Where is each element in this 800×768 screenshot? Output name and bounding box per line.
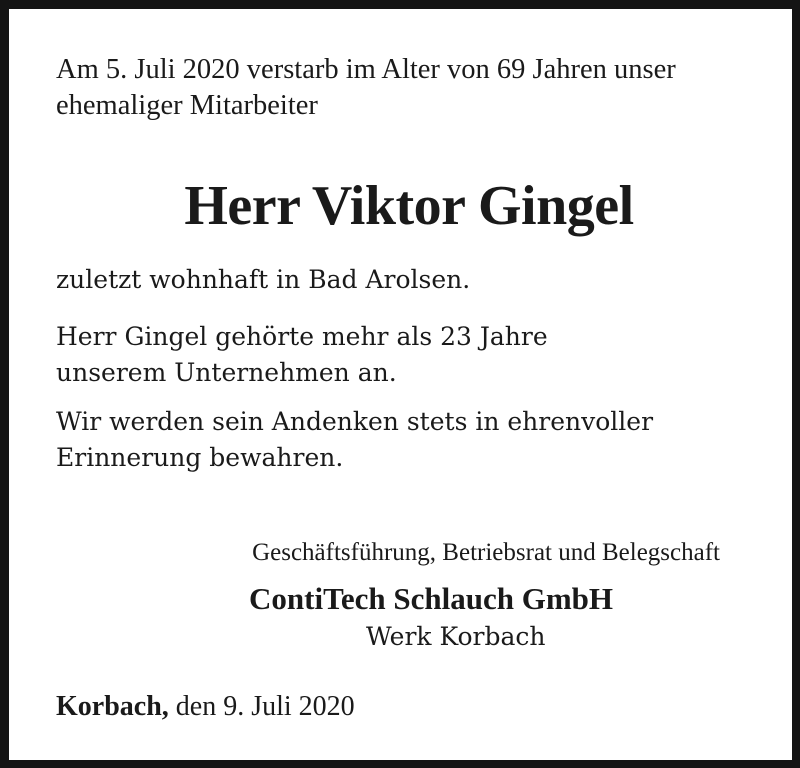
memory-line: Wir werden sein Andenken stets in ehrenvoller [56,407,654,436]
company-name: ContiTech Schlauch GmbH [249,581,614,616]
tenure-line: Herr Gingel gehörte mehr als 23 Jahre [56,322,548,351]
memory-text [56,404,653,476]
intro-line: ehemaliger Mitarbeiter [56,90,318,121]
tenure-text [56,319,548,391]
date-text: den 9. Juli 2020 [168,691,355,722]
signers-text: Geschäftsführung, Betriebsrat und Belegschaft [252,539,720,566]
place-name: Korbach, [56,691,169,722]
memory-line: Erinnerung bewahren. [56,443,344,472]
intro-text [56,52,676,124]
residence-text: zuletzt wohnhaft in Bad Arolsen. [56,265,471,294]
deceased-name: Herr Viktor Gingel [184,175,634,237]
intro-line: Am 5. Juli 2020 verstarb im Alter von 69 Jahren unser [56,54,676,85]
plant-name: Werk Korbach [366,622,546,651]
tenure-line: unserem Unternehmen an. [56,358,397,387]
dateline [56,687,355,727]
